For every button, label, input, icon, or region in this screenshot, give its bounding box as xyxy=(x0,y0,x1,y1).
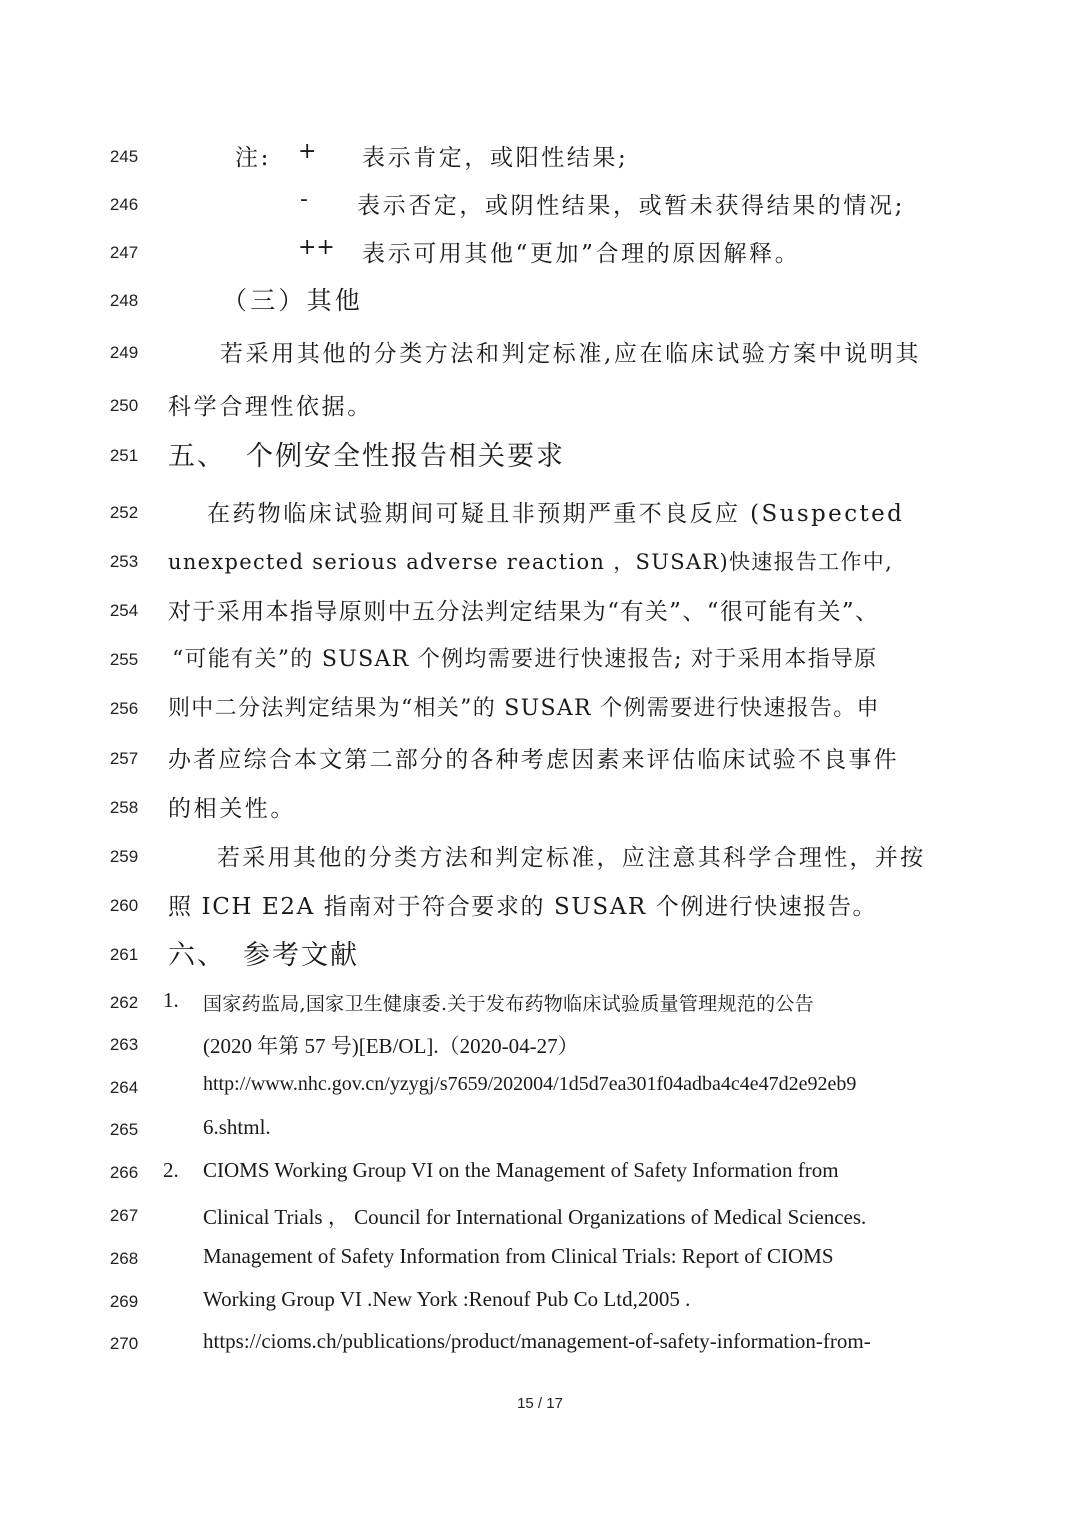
line-number: 258 xyxy=(109,798,139,817)
body-text: 若采用其他的分类方法和判定标准,应在临床试验方案中说明其 xyxy=(220,341,922,367)
line-number: 268 xyxy=(109,1249,139,1268)
line-263 xyxy=(0,1023,1080,1063)
line-number: 257 xyxy=(109,749,139,768)
body-text: 科学合理性依据。 xyxy=(168,394,373,420)
reference-text: Working Group VI .New York :Renouf Pub Co Ltd,2005 . xyxy=(203,1287,691,1311)
line-247 xyxy=(0,231,1080,271)
body-text: 对于采用本指导原则中五分法判定结果为“有关”、“很可能有关”、 xyxy=(168,599,880,625)
line-262 xyxy=(0,981,1080,1021)
reference-text: (2020 年第 57 号)[EB/OL].（2020-04-27） xyxy=(203,1034,579,1058)
negative-symbol: - xyxy=(300,187,308,212)
reference-text: 国家药监局,国家卫生健康委.关于发布药物临床试验质量管理规范的公告 xyxy=(203,993,814,1015)
reference-number: 1. xyxy=(163,988,179,1012)
line-number: 250 xyxy=(109,396,139,415)
line-number: 249 xyxy=(109,343,139,362)
body-text: 若采用其他的分类方法和判定标准，应注意其科学合理性，并按 xyxy=(217,845,926,871)
reference-url[interactable]: http://www.nhc.gov.cn/yzygj/s7659/202004/1d5d7ea301f04adba4c4e47d2e92eb9 xyxy=(203,1073,857,1095)
line-number: 254 xyxy=(109,601,139,620)
line-265 xyxy=(0,1108,1080,1148)
body-text: 办者应综合本文第二部分的各种考虑因素来评估临床试验不良事件 xyxy=(168,747,899,773)
line-number: 266 xyxy=(109,1163,139,1182)
line-268 xyxy=(0,1237,1080,1277)
line-number: 263 xyxy=(109,1035,139,1054)
line-254 xyxy=(0,589,1080,629)
line-258 xyxy=(0,786,1080,826)
line-number: 245 xyxy=(109,147,139,166)
line-number: 247 xyxy=(109,243,139,262)
line-number: 246 xyxy=(109,195,139,214)
reference-text: Management of Safety Information from Clinical Trials: Report of CIOMS xyxy=(203,1244,834,1268)
positive-symbol: + xyxy=(298,139,317,164)
line-number: 256 xyxy=(109,699,139,718)
line-264 xyxy=(0,1066,1080,1106)
line-261 xyxy=(0,933,1080,973)
body-text: 表示否定，或阴性结果，或暂未获得结果的情况; xyxy=(357,193,905,219)
subsection-heading: （三）其他 xyxy=(222,286,364,315)
line-248 xyxy=(0,279,1080,319)
line-number: 253 xyxy=(109,552,139,571)
reference-number: 2. xyxy=(163,1158,179,1182)
line-number: 262 xyxy=(109,993,139,1012)
line-260 xyxy=(0,884,1080,924)
section-number: 五、 xyxy=(168,441,226,472)
line-253 xyxy=(0,540,1080,580)
line-number: 252 xyxy=(109,503,139,522)
body-text: 则中二分法判定结果为“相关”的 SUSAR 个例需要进行快速报告。申 xyxy=(168,696,880,721)
page-number: 15 / 17 xyxy=(517,1395,563,1412)
reference-text: CIOMS Working Group VI on the Management of Safety Information from xyxy=(203,1158,839,1182)
line-246 xyxy=(0,183,1080,223)
reference-url[interactable]: https://cioms.ch/publications/product/management-of-safety-information-from- xyxy=(203,1329,871,1353)
line-270 xyxy=(0,1322,1080,1362)
line-number: 269 xyxy=(109,1292,139,1311)
section-heading: 个例安全性报告相关要求 xyxy=(246,441,565,472)
body-text: 在药物临床试验期间可疑且非预期严重不良反应 (Suspected xyxy=(207,501,905,527)
body-text: 照 ICH E2A 指南对于符合要求的 SUSAR 个例进行快速报告。 xyxy=(168,894,878,920)
reference-url[interactable]: 6.shtml. xyxy=(203,1115,271,1139)
line-256 xyxy=(0,687,1080,727)
line-255 xyxy=(0,638,1080,678)
line-249 xyxy=(0,331,1080,371)
body-text: 的相关性。 xyxy=(168,796,296,822)
line-267 xyxy=(0,1194,1080,1234)
body-text: 表示肯定，或阳性结果; xyxy=(362,145,629,171)
body-text: 表示可用其他“更加”合理的原因解释。 xyxy=(362,241,801,267)
line-number: 264 xyxy=(109,1078,139,1097)
line-number: 255 xyxy=(109,650,139,669)
line-252 xyxy=(0,491,1080,531)
reference-text: Clinical Trials ， Council for International Organizations of Medical Sciences. xyxy=(203,1205,867,1229)
line-number: 248 xyxy=(109,291,139,310)
body-text: “可能有关”的 SUSAR 个例均需要进行快速报告; 对于采用本指导原 xyxy=(172,647,878,672)
line-number: 267 xyxy=(109,1206,139,1225)
line-269 xyxy=(0,1280,1080,1320)
line-number: 270 xyxy=(109,1334,139,1353)
line-number: 265 xyxy=(109,1120,139,1139)
line-number: 261 xyxy=(109,945,139,964)
line-number: 251 xyxy=(109,446,139,465)
line-number: 259 xyxy=(109,847,139,866)
line-250 xyxy=(0,384,1080,424)
line-245 xyxy=(0,135,1080,175)
section-number: 六、 xyxy=(168,940,226,971)
line-259 xyxy=(0,835,1080,875)
line-251 xyxy=(0,434,1080,474)
double-plus-symbol: ++ xyxy=(298,235,335,260)
line-257 xyxy=(0,737,1080,777)
section-heading: 参考文献 xyxy=(243,940,359,971)
body-text: unexpected serious adverse reaction ，SUSAR)快速报告工作中, xyxy=(168,550,894,574)
note-label: 注: xyxy=(235,145,271,171)
line-number: 260 xyxy=(109,896,139,915)
line-266 xyxy=(0,1151,1080,1191)
